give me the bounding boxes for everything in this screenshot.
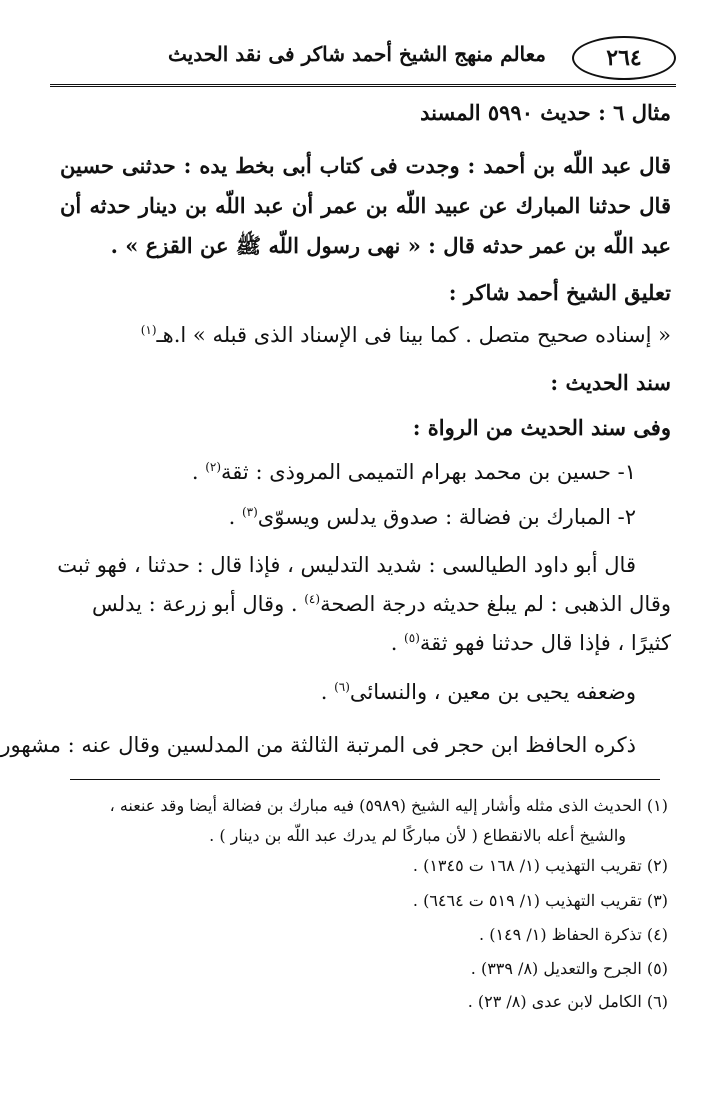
footnote-2: (٢) تقريب التهذيب (١/ ١٦٨ ت ١٣٤٥) . [412, 856, 668, 875]
footnote-6: (٦) الكامل لابن عدى (٨/ ٢٣) . [467, 992, 668, 1011]
narrator-1-text: ١- حسين بن محمد بهرام التميمى المروذى : ثقة [221, 460, 636, 484]
comment-text [141, 323, 671, 347]
footnote-ref-3: (٣) [241, 505, 258, 519]
footnote-ref-6: (٦) [334, 680, 350, 694]
footnote-5: (٥) الجرح والتعديل (٨/ ٣٣٩) . [470, 959, 668, 978]
paragraph2-line2-a: وقال الذهبى : لم يبلغ حديثه درجة الصحة [320, 592, 671, 616]
footnote-ref-1: (١) [140, 323, 157, 337]
paragraph1-line1: قال عبد اللّه بن أحمد : وجدت فى كتاب أبى بخط يده : حدثنى حسين [60, 153, 671, 178]
page-header [50, 28, 676, 87]
footnote-ref-4: (٤) [304, 592, 321, 606]
footnote-1-line2: والشيخ أعله بالانقطاع ( لأن مباركًا لم يدرك عبد اللّه بن دينار ) . [209, 826, 626, 845]
example-title: مثال ٦ : حديث ٥٩٩٠ المسند [420, 100, 671, 125]
footnote-4: (٤) تذكرة الحفاظ (١/ ١٤٩) . [479, 925, 668, 944]
narrator-2-text: ٢- المبارك بن فضالة : صدوق يدلس ويسوّى [257, 505, 636, 529]
footnote-ref-2: (٢) [205, 460, 222, 474]
paragraph1-line3: عبد اللّه بن عمر حدثه قال : « نهى رسول اللّه ﷺ عن القزع » . [110, 233, 671, 258]
sanad-heading: سند الحديث : [550, 370, 671, 395]
narrator-1 [192, 460, 636, 484]
footnote-1-line1: (١) الحديث الذى مثله وأشار إليه الشيخ (٥٩٨٩) فيه مبارك بن فضالة أيضا وقد عنعنه ، [109, 796, 668, 815]
paragraph3-end: . [320, 680, 335, 704]
comment-heading: تعليق الشيخ أحمد شاكر : [448, 280, 671, 305]
paragraph2-line3-a: كثيرًا ، فإذا قال حدثنا فهو ثقة [419, 631, 671, 655]
footnote-ref-5: (٥) [404, 631, 420, 645]
comment-quote: « إسناده صحيح متصل . كما بينا فى الإسناد الذى قبله » ا.هـ [156, 323, 671, 347]
paragraph2-line2 [92, 592, 671, 616]
page-number-oval [572, 36, 676, 80]
paragraph3 [321, 680, 636, 704]
paragraph2-line3 [391, 631, 671, 655]
page-number: ٢٦٤ [606, 45, 642, 71]
footnote-separator [70, 779, 660, 780]
narrator-2 [229, 505, 636, 529]
running-title: معالم منهج الشيخ أحمد شاكر فى نقد الحديث [168, 42, 546, 66]
paragraph1-line2: قال حدثنا المبارك عن عبيد اللّه بن عمر أن عبد اللّه بن دينار حدثه أن [60, 193, 671, 218]
paragraph2-line3-b: . [390, 631, 405, 655]
footnote-3: (٣) تقريب التهذيب (١/ ٥١٩ ت ٦٤٦٤) . [412, 891, 668, 910]
paragraph2-line2-b: . وقال أبو زرعة : يدلس [91, 592, 305, 616]
paragraph2-line1: قال أبو داود الطيالسى : شديد التدليس ، فإذا قال : حدثنا ، فهو ثبت [57, 553, 636, 577]
paragraph4: ذكره الحافظ ابن حجر فى المرتبة الثالثة من المدلسين وقال عنه : مشهور [0, 733, 636, 757]
narrators-heading: وفى سند الحديث من الرواة : [412, 415, 671, 440]
paragraph3-text: وضعفه يحيى بن معين ، والنسائى [349, 680, 636, 704]
narrator-1-end: . [191, 460, 206, 484]
narrator-2-end: . [228, 505, 242, 529]
